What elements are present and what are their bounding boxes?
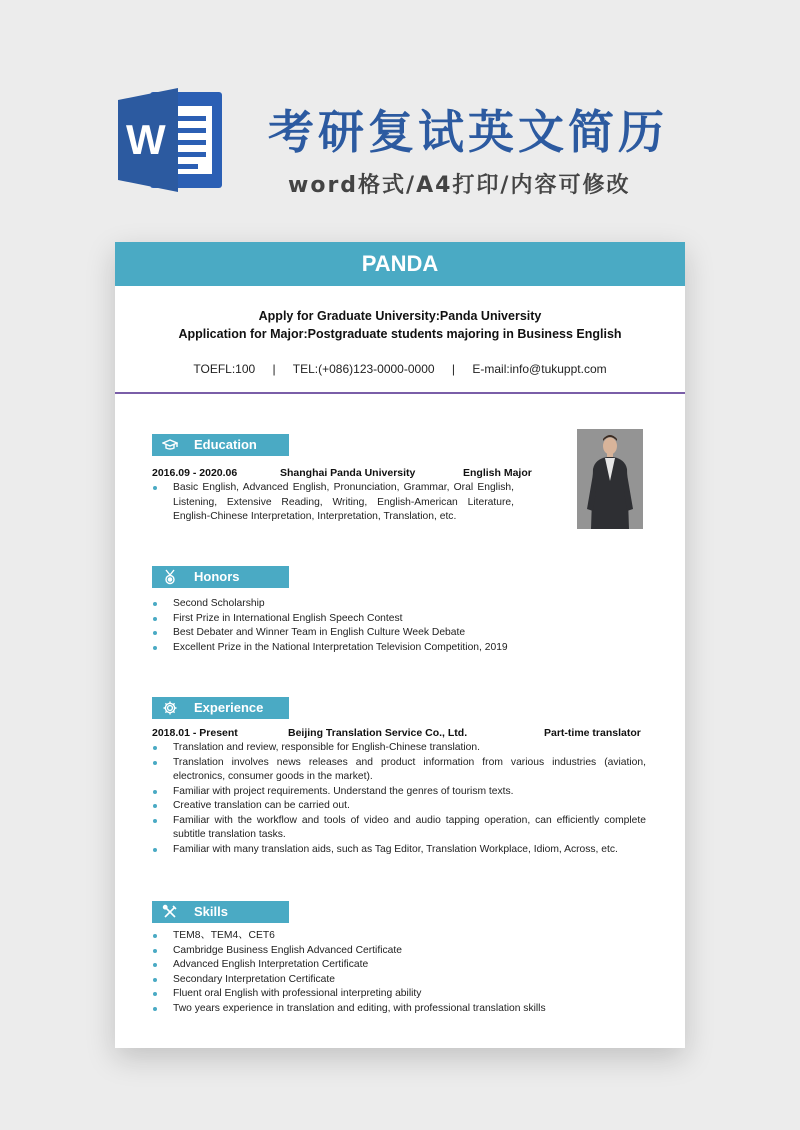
experience-role: Part-time translator <box>544 727 641 739</box>
medal-icon <box>162 569 178 585</box>
education-major: English Major <box>463 467 532 479</box>
contact-separator: | <box>272 362 276 376</box>
experience-list <box>152 741 646 857</box>
header-divider <box>115 392 685 394</box>
list-item: Familiar with the workflow and tools of video and audio tapping operation, can efficiently complete subtitle translation tasks. <box>152 814 646 843</box>
education-school: Shanghai Panda University <box>280 467 416 479</box>
word-logo-letter: W <box>126 116 166 163</box>
list-item: Two years experience in translation and editing, with professional translation skills <box>152 1002 646 1017</box>
gear-icon <box>162 700 178 716</box>
list-item: Basic English, Advanced English, Pronunciation, Grammar, Oral English, Listening, Extensive Reading, Writing, English-American Literature, English-Chinese Interpretation, Interpretation, Translation, etc. <box>152 481 514 525</box>
list-item: Secondary Interpretation Certificate <box>152 973 646 988</box>
resume-name: PANDA <box>115 242 685 286</box>
experience-heading-label: Experience <box>194 700 264 715</box>
experience-company: Beijing Translation Service Co., Ltd. <box>288 727 468 739</box>
list-item: Translation involves news releases and product information from various industries (aviation, electronics, consumer goods in the market). <box>152 756 646 785</box>
contact-separator: | <box>451 362 456 376</box>
education-heading <box>152 434 289 456</box>
list-item: TEM8、TEM4、CET6 <box>152 929 646 944</box>
education-list <box>152 481 514 525</box>
phone-number: TEL:(+086)123-0000-0000 <box>292 362 435 376</box>
honors-heading-label: Honors <box>194 569 240 584</box>
graduation-cap-icon <box>162 437 178 453</box>
honors-heading <box>152 566 289 588</box>
experience-period: 2018.01 - Present <box>152 727 238 739</box>
education-period: 2016.09 - 2020.06 <box>152 467 238 479</box>
banner-subtitle: word格式/A4打印/内容可修改 <box>288 173 631 198</box>
list-item: Second Scholarship <box>152 597 646 612</box>
list-item: Familiar with project requirements. Understand the genres of tourism texts. <box>152 785 646 800</box>
list-item: Fluent oral English with professional interpreting ability <box>152 987 646 1002</box>
email-address: E-mail:info@tukuppt.com <box>472 362 607 376</box>
education-heading-label: Education <box>194 437 257 452</box>
list-item: Excellent Prize in the National Interpretation Television Competition, 2019 <box>152 641 646 656</box>
word-document-icon <box>116 86 226 194</box>
list-item: Familiar with many translation aids, such as Tag Editor, Translation Workplace, Idiom, Across, etc. <box>152 843 646 858</box>
skills-list <box>152 929 646 1016</box>
contact-row <box>115 362 685 376</box>
profile-photo <box>577 429 643 529</box>
banner-title: 考研复试英文简历 <box>268 105 668 159</box>
apply-university: Apply for Graduate University:Panda University <box>258 309 542 323</box>
tools-icon <box>162 904 178 920</box>
apply-major: Application for Major:Postgraduate students majoring in Business English <box>178 327 622 341</box>
list-item: First Prize in International English Speech Contest <box>152 612 646 627</box>
list-item: Advanced English Interpretation Certificate <box>152 958 646 973</box>
list-item: Cambridge Business English Advanced Certificate <box>152 944 646 959</box>
toefl-score: TOEFL:100 <box>193 362 256 376</box>
honors-list <box>152 597 646 655</box>
resume-page <box>115 242 685 1048</box>
skills-heading-label: Skills <box>194 904 228 919</box>
skills-heading <box>152 901 289 923</box>
list-item: Best Debater and Winner Team in English Culture Week Debate <box>152 626 646 641</box>
list-item: Translation and review, responsible for English-Chinese translation. <box>152 741 646 756</box>
experience-heading <box>152 697 289 719</box>
list-item: Creative translation can be carried out. <box>152 799 646 814</box>
